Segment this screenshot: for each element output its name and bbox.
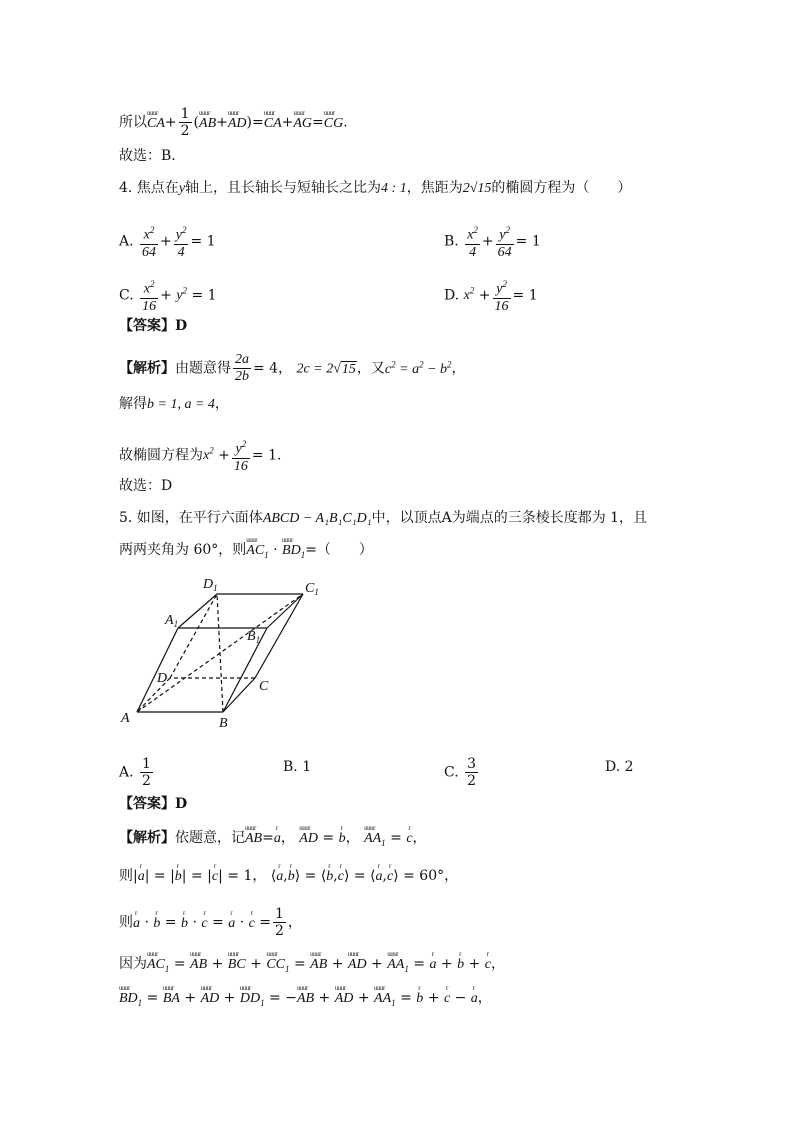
label-b: B xyxy=(219,716,228,731)
label-d: D xyxy=(157,671,168,686)
label-d1: $D_1$ xyxy=(203,577,218,593)
q4-option-b[interactable]: B. $\frac{x^2}{4}$ + $\frac{y^2}{64}$ = 1 xyxy=(444,222,541,261)
q4-option-c[interactable]: C. $\frac{x^2}{16}$ + $y^2 = 1$ xyxy=(119,276,217,315)
conclusion-line: 所以uuur CA+ $\frac{1}{2}$ (uuur AB+uuur AD)=uuur CA+uuur AG=uuur CG. xyxy=(119,106,348,139)
q5-option-c[interactable]: C. $\frac{3}{2}$ xyxy=(444,756,477,789)
q5-analysis-line5: uuur $BD_1$ = uuur BA + uuur AD + uuur $DD_1$ = −uuur AB + uuur AD + uuur $AA_1 = r$ b + r c − r a， xyxy=(119,988,492,1013)
q5-stem-line2: 两两夹角为 60°，则uuur $AC_1$ · uuur $BD_1=$（ ） xyxy=(119,540,373,565)
choose-b: 故选：B. xyxy=(119,148,176,164)
parallelepiped-figure xyxy=(115,572,335,732)
q4-option-a[interactable]: A. $\frac{x^2}{64}$ + $\frac{y^2}{4}$ = 1 xyxy=(119,222,216,261)
edge-dd1 xyxy=(170,594,217,678)
q5-option-d[interactable]: D. 2 xyxy=(605,759,634,775)
q5-analysis-line1: 【解析】依题意，记uuur AB=r a， uuur AD = r b， uuur $AA_1 = r$ c， xyxy=(119,828,427,853)
q4-analysis-solve: 解得b = 1, a = 4， xyxy=(119,396,229,412)
q5-analysis-line2: 则|r a| = |r b| = |r c| = 1， ⟨r a,r b⟩ = ⟨r b,r c⟩ = ⟨r a,r c⟩ = 60°， xyxy=(119,866,458,887)
conclusion-prefix: 所以 xyxy=(119,114,147,131)
q4-option-d[interactable]: D. $x^2$ + $\frac{y^2}{16}$ = 1 xyxy=(444,276,538,315)
q4-stem: 4. 焦点在y轴上，且长轴长与短轴长之比为4 : 1，焦距为2√15的椭圆方程为（ ） xyxy=(119,180,632,196)
q4-choose: 故选：D xyxy=(119,478,173,494)
label-a1: $A_1$ xyxy=(165,613,179,629)
edge-bc xyxy=(223,678,255,712)
q4-analysis-equation: 故椭圆方程为$x^2$ + $\frac{y^2}{16}$ = 1. xyxy=(119,436,281,475)
edge-aa1 xyxy=(137,628,178,712)
q4-answer: 【答案】D xyxy=(119,318,188,334)
label-c1: $C_1$ xyxy=(305,581,319,597)
q5-option-b[interactable]: B. 1 xyxy=(283,759,312,775)
label-a: A xyxy=(121,711,130,726)
edge-d1a1 xyxy=(178,594,217,628)
edge-bb1 xyxy=(223,628,267,712)
q4-analysis-line1: 【解析】由题意得 $\frac{2a}{2b}$ = 4， 2c = 2√15，又$c^2 = a^2 - b^2$， xyxy=(119,352,466,384)
edge-b1c1 xyxy=(267,594,303,628)
label-b1: $B_1$ xyxy=(247,629,261,645)
q5-option-a[interactable]: A. $\frac{1}{2}$ xyxy=(119,756,151,789)
q5-answer: 【答案】D xyxy=(119,796,188,812)
q5-analysis-line3: 则r a · r b = r b · r c = r a · r c = $\frac{1}{2}$ ， xyxy=(119,906,302,939)
diagonal-bd1 xyxy=(217,594,223,712)
q5-analysis-line4: 因为uuur $AC_1$ = uuur AB + uuur BC + uuur $CC_1$ = uuur AB + uuur AD + uuur $AA_1 = r$ a + r b + r c， xyxy=(119,954,505,979)
label-c: C xyxy=(259,679,269,694)
q5-stem: 5. 如图，在平行六面体ABCD − A₁B₁C₁D₁中，以顶点A为端点的三条棱长度都为 1，且 xyxy=(119,510,648,526)
